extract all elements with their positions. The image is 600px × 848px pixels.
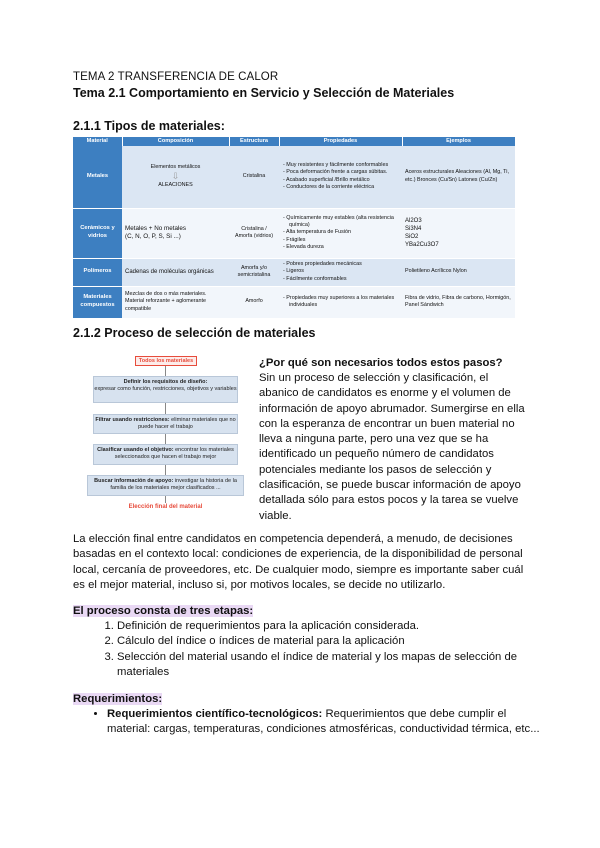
examples-cell: Fibra de vidrio, Fibra de carbono, Hormigón, Panel Sándwich [402, 286, 515, 318]
text-line: detallada sólo para estos pocos y la tarea se vuelve [259, 494, 519, 507]
topic-header: TEMA 2 TRANSFERENCIA DE CALOR [73, 71, 279, 83]
composition-cell: Cadenas de moléculas orgánicas [122, 258, 229, 286]
flow-step-search [87, 475, 244, 496]
property-item: - Alta temperatura de Fusión [289, 229, 399, 236]
text-line: viable. [259, 509, 292, 522]
property-item: - Acabado superficial /Brillo metálico [289, 177, 399, 184]
text-line: lleva a ninguna parte, pero una vez que se ha [259, 433, 489, 446]
requirements-list [73, 707, 547, 738]
table-row [73, 146, 515, 208]
list-item [107, 707, 547, 738]
properties-cell [279, 208, 402, 258]
section-heading-proceso: 2.1.2 Proceso de selección de materiales [73, 326, 316, 340]
example-formula: SiO2 [405, 234, 419, 240]
highlighted-heading: Requerimientos: [73, 693, 163, 705]
materials-table [73, 137, 516, 319]
section-heading-tipos: 2.1.1 Tipos de materiales: [73, 119, 225, 133]
examples-cell: Polietileno Acrílicos Nylon [402, 258, 515, 286]
property-item: - Elevada dureza [289, 244, 399, 251]
flow-connector [165, 496, 166, 503]
text-line: con la esperanza de encontrar un buen material no [259, 417, 515, 430]
properties-cell [279, 258, 402, 286]
flow-connector [165, 403, 166, 414]
column-header: Ejemplos [402, 137, 515, 146]
flow-step-define [93, 376, 238, 403]
composition-cell [122, 146, 229, 208]
flow-step-title: Filtrar usando restricciones: [95, 417, 170, 423]
arrow-down-icon: ⇩ [171, 170, 180, 181]
composition-bottom: Material reforzante + aglomerante compatible [125, 298, 207, 312]
column-header: Composición [122, 137, 229, 146]
composition-top: Metales + No metales [125, 224, 187, 232]
flow-step-title: Definir los requisitos de diseño: [123, 379, 208, 385]
text-line: basadas en el contexto local: condiciones de experiencia, de la disponibilidad de personal [73, 548, 523, 561]
text-line: Sin un proceso de selección y clasificación, el [259, 372, 489, 384]
property-item: - Frágiles [289, 237, 399, 244]
material-name: Metales [73, 146, 122, 208]
structure-cell: Cristalina / Amorfa (vidrios) [229, 208, 279, 258]
flow-step-title: Buscar información de apoyo: [94, 478, 174, 484]
flow-start-label: Todos los materiales [135, 356, 197, 366]
property-item: - Propiedades muy superiores a los materiales individuales [289, 295, 399, 310]
property-item: - Ligeros [289, 268, 399, 275]
material-name: Materiales compuestos [73, 286, 122, 318]
requirement-text: Requerimientos que debe cumplir el material: cargas, temperaturas, condiciones atmosféricas, conductividad térmica, etc... [107, 708, 540, 736]
properties-cell [279, 146, 402, 208]
flow-step-text: investigar la historia de la familia de los materiales mejor clasificados ... [110, 478, 237, 492]
stages-list [73, 619, 557, 680]
text-line: identificado un pequeño número de candidatos [259, 448, 494, 461]
text-line: clasificación, se puede buscar información de apoyo [259, 479, 521, 492]
composition-top: Mezclas de dos o más materiales. [125, 291, 207, 298]
example-formula: YBa2Cu3O7 [405, 242, 439, 249]
flow-step-classify [93, 444, 238, 465]
flow-step-text: expresar como función, restricciones, objetivos y variables [94, 386, 237, 393]
text-line: abanico de candidatos es enorme y el volumen de [259, 387, 511, 400]
flow-step-filter [93, 414, 238, 434]
composition-bottom: ALEACIONES [158, 181, 193, 188]
composition-cell [122, 286, 229, 318]
page-title: Tema 2.1 Comportamiento en Servicio y Selección de Materiales [73, 86, 455, 100]
property-item: - Químicamente muy estables (alta resistencia química) [289, 215, 399, 230]
example-formula: Al2O3 [405, 217, 422, 224]
property-item: - Pobres propiedades mecánicas [289, 261, 399, 268]
answer-text [259, 371, 529, 524]
property-item: - Muy resistentes y fácilmente conformables [289, 162, 399, 169]
text-line: es el mejor material, incluso si, por motivos locales, se decide no utilizarlo. [73, 578, 446, 591]
structure-cell: Amorfa y/o semicristalina [229, 258, 279, 286]
material-name: Polímeros [73, 258, 122, 286]
context-paragraph [73, 532, 533, 593]
structure-cell: Amorfo [229, 286, 279, 318]
table-row [73, 208, 515, 258]
property-item: - Conductores de la corriente eléctrica [289, 184, 399, 191]
stages-heading [73, 604, 253, 619]
list-item: 3. Selección del material usando el índice de material y los mapas de selección de materiales [117, 650, 557, 681]
text-line: local, cercanía de proveedores, etc. De cualquier modo, siempre es importante saber cuál [73, 563, 524, 576]
table-header-row [73, 137, 515, 146]
property-item: - Poca deformación frente a cargas súbitas. [289, 169, 399, 176]
requirements-heading [73, 692, 162, 707]
flow-connector [165, 366, 166, 376]
examples-cell: Aceros estructurales Aleaciones (Al, Mg, Ti, etc.) Bronces (Cu/Sn) Latones (Cu/Zn) [402, 146, 515, 208]
composition-bottom: (C, N, O, P, S, Si ...) [125, 233, 181, 240]
text-line: información de apoyo abrumador. Sumergirse en ella [259, 402, 525, 415]
question-heading: ¿Por qué son necesarios todos estos pasos? [259, 357, 503, 369]
column-header: Estructura [229, 137, 279, 146]
text-line: La elección final entre candidatos en competencia dependerá, a menudo, de decisiones [73, 533, 513, 545]
flow-step-text: eliminar materiales que no puede hacer el trabajo [138, 417, 236, 431]
list-item: 2. Cálculo del índice o índices de material para la aplicación [117, 634, 557, 649]
text-line: potenciales mediante los pasos de selección y [259, 463, 492, 476]
example-formula: Si3N4 [405, 225, 422, 232]
column-header: Propiedades [279, 137, 402, 146]
flow-connector [165, 465, 166, 475]
table-row [73, 258, 515, 286]
table-row [73, 286, 515, 318]
composition-top: Elementos metálicos [150, 164, 201, 171]
highlighted-heading: El proceso consta de tres etapas: [73, 605, 254, 617]
column-header: Material [73, 137, 122, 146]
flow-end-label: Elección final del material [128, 504, 203, 510]
requirement-title: Requerimientos científico-tecnológicos: [107, 708, 323, 720]
examples-cell [402, 208, 515, 258]
flow-connector [165, 434, 166, 444]
flow-step-text: encontrar los materiales seleccionados que hacen el trabajo mejor [114, 447, 234, 461]
flow-step-title: Clasificar usando el objetivo: [97, 447, 174, 453]
list-item: 1. Definición de requerimientos para la aplicación considerada. [117, 619, 557, 634]
structure-cell: Cristalina [229, 146, 279, 208]
properties-cell [279, 286, 402, 318]
selection-flow-diagram [73, 352, 253, 520]
composition-cell [122, 208, 229, 258]
material-name: Cerámicos y vidrios [73, 208, 122, 258]
property-item: - Fácilmente conformables [289, 276, 399, 283]
